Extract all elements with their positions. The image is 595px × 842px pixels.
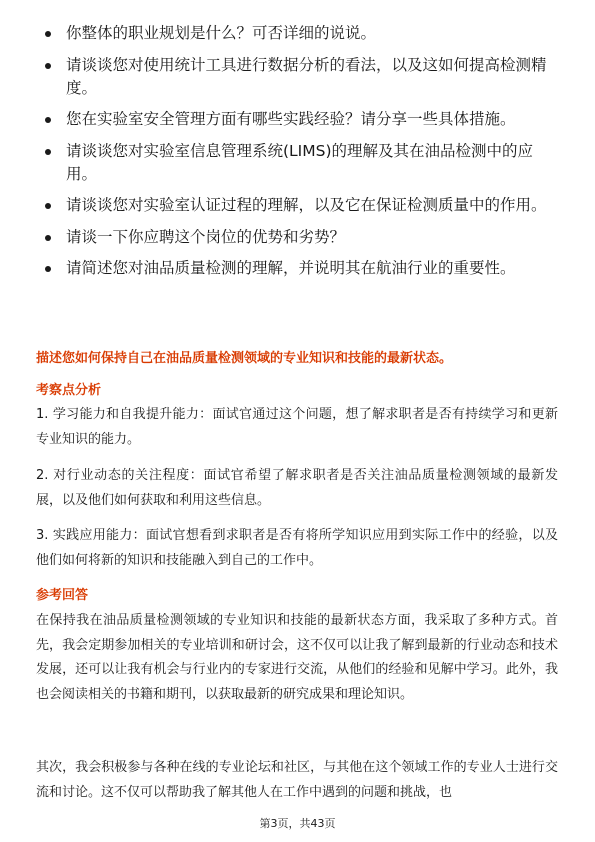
bullet-dot-icon [45, 203, 51, 209]
answer-paragraph: 在保持我在油品质量检测领域的专业知识和技能的最新状态方面，我采取了多种方式。首先，我会定期参加相关的专业培训和研讨会，这不仅可以让我了解到最新的行业动态和技术发展，还可以让我有机会与行业内的专家进行交流，从他们的经验和见解中学习。此外，我也会阅读相关的书籍和期刊，以获取最新的研究成果和理论知识。 [36, 613, 558, 702]
list-item-text: 请简述您对油品质量检测的理解，并说明其在航油行业的重要性。 [66, 259, 516, 277]
page-number-footer: 第3页，共43页 [259, 817, 336, 830]
list-item-text: 请谈谈您对实验室信息管理系统(LIMS)的理解及其在油品检测中的应用。 [66, 141, 534, 183]
answer-paragraph: 其次，我会积极参与各种在线的专业论坛和社区，与其他在这个领域工作的专业人士进行交流和讨论。这不仅可以帮助我了解其他人在工作中遇到的问题和挑战，也 [36, 760, 558, 800]
list-item [40, 257, 560, 280]
list-item-text: 请谈谈您对使用统计工具进行数据分析的看法，以及这如何提高检测精度。 [66, 55, 547, 97]
list-item [40, 108, 560, 131]
list-item [40, 22, 560, 45]
analysis-heading: 考察点分析 [36, 383, 102, 398]
list-item [40, 226, 560, 249]
bullet-dot-icon [45, 63, 51, 69]
list-item-text: 请谈一下你应聘这个岗位的优势和劣势？ [66, 227, 346, 246]
bullet-dot-icon [45, 31, 51, 37]
analysis-item: 2. 对行业动态的关注程度：面试官希望了解求职者是否关注油品质量检测领域的最新发展，以及他们如何获取和利用这些信息。 [36, 468, 558, 508]
list-item-text: 请谈谈您对实验室认证过程的理解，以及它在保证检测质量中的作用。 [66, 196, 547, 214]
answer-heading: 参考回答 [36, 588, 89, 603]
question-title: 描述您如何保持自己在油品质量检测领域的专业知识和技能的最新状态。 [36, 351, 453, 366]
list-item-text: 您在实验室安全管理方面有哪些实践经验？请分享一些具体措施。 [66, 110, 516, 128]
list-item-text: 你整体的职业规划是什么？可否详细的说说。 [66, 24, 377, 42]
bullet-dot-icon [45, 117, 51, 123]
list-item [40, 194, 560, 217]
bullet-dot-icon [45, 149, 51, 155]
list-item [40, 54, 560, 100]
question-list [40, 22, 560, 289]
analysis-item: 3. 实践应用能力：面试官想看到求职者是否有将所学知识应用到实际工作中的经验，以及他们如何将新的知识和技能融入到自己的工作中。 [36, 528, 558, 568]
bullet-dot-icon [45, 235, 51, 241]
list-item [40, 140, 560, 186]
bullet-dot-icon [45, 266, 51, 272]
analysis-item: 1. 学习能力和自我提升能力：面试官通过这个问题，想了解求职者是否有持续学习和更新专业知识的能力。 [36, 407, 558, 447]
